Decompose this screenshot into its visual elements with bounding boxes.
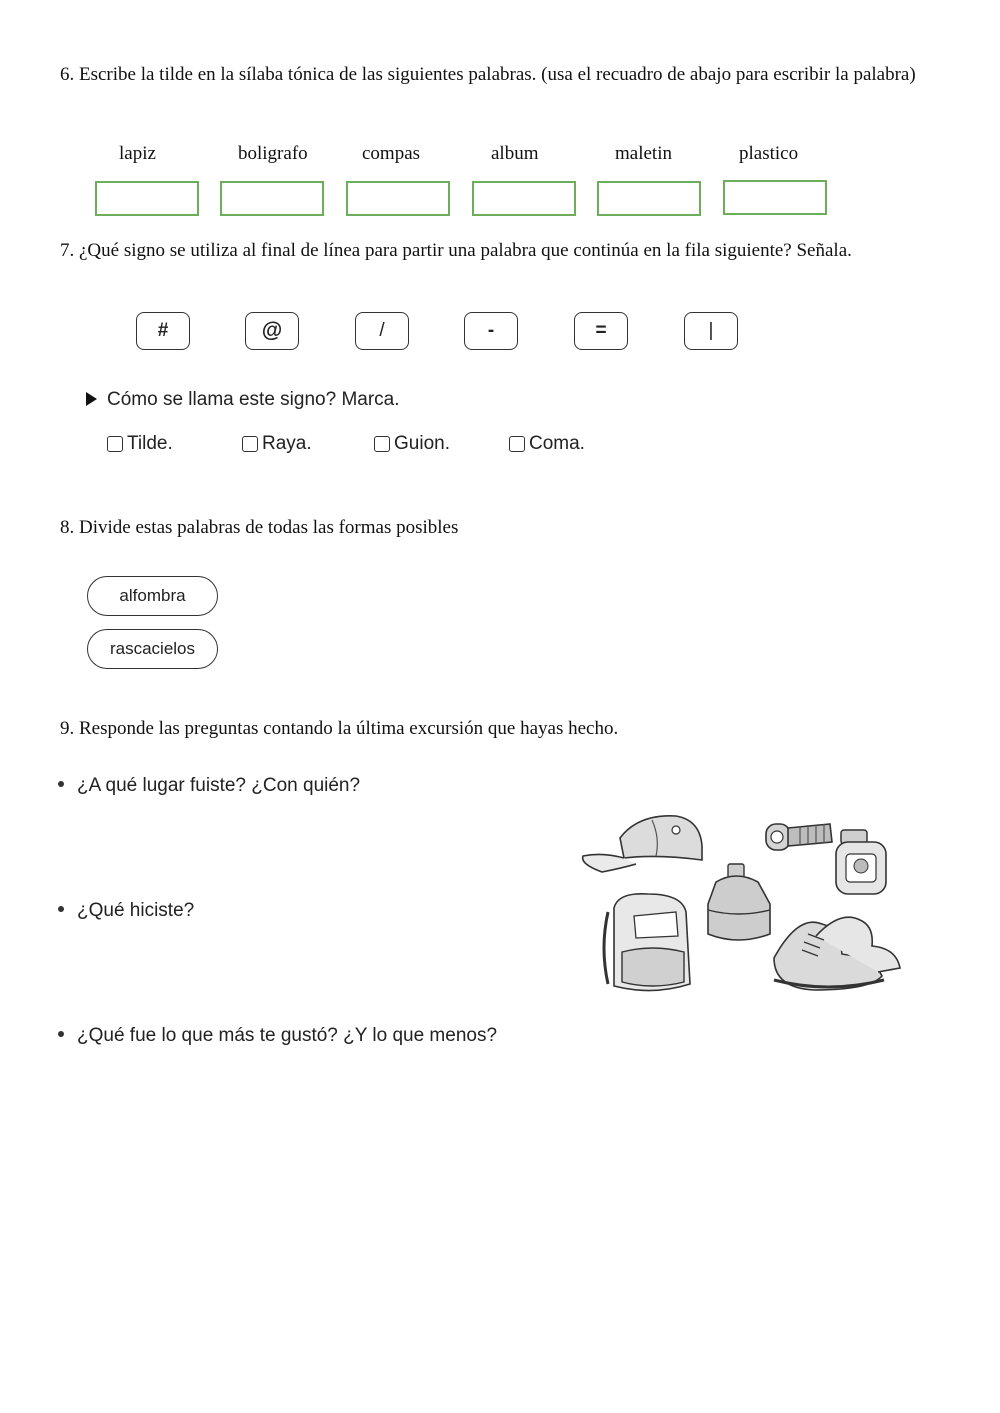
answer-line-2b[interactable]: [77, 976, 545, 998]
answer-box-maletin[interactable]: [597, 181, 701, 216]
q8-instruction: 8. Divide estas palabras de todas las formas posibles: [60, 517, 459, 538]
q9-question-1-text: ¿A qué lugar fuiste? ¿Con quién?: [77, 775, 361, 796]
option-tilde[interactable]: [107, 433, 173, 455]
answer-box-boligrafo[interactable]: [220, 181, 324, 216]
answer-line-3a[interactable]: [77, 1061, 888, 1083]
q7-question: 7. ¿Qué signo se utiliza al final de línea para partir una palabra que continúa en la fila siguiente? Señala.: [60, 240, 852, 261]
option-raya-label: Raya.: [262, 433, 312, 454]
q9-question-2: [58, 900, 194, 922]
q6-instruction: 6. Escribe la tilde en la sílaba tónica de las siguientes palabras. (usa el recuadro de abajo para escribir la palabra): [60, 64, 916, 85]
canteen-icon: [708, 864, 770, 940]
checkbox-icon[interactable]: [242, 436, 258, 452]
answer-line-1a[interactable]: [77, 811, 545, 833]
word-compas: compas: [362, 143, 421, 164]
word-maletin: maletin: [615, 143, 672, 164]
answer-line-1b[interactable]: [77, 851, 545, 873]
q9-question-2-text: ¿Qué hiciste?: [77, 900, 195, 921]
word-pill-rascacielos: rascacielos: [87, 629, 218, 669]
word-lapiz: lapiz: [119, 143, 156, 164]
answer-box-compas[interactable]: [346, 181, 450, 216]
answer-line-2a[interactable]: [77, 936, 545, 958]
checkbox-icon[interactable]: [509, 436, 525, 452]
answer-box-album[interactable]: [472, 181, 576, 216]
answer-box-lapiz[interactable]: [95, 181, 199, 216]
division-line-rascacielos[interactable]: [240, 646, 759, 668]
q7-sub-question: [86, 389, 400, 411]
q9-question-3: [58, 1025, 497, 1047]
bullet-dot-icon: [58, 906, 64, 912]
option-guion[interactable]: [374, 433, 450, 455]
sign-hash-button[interactable]: #: [136, 312, 190, 350]
option-tilde-label: Tilde.: [127, 433, 173, 454]
cap-icon: [583, 816, 702, 872]
sign-pipe-button[interactable]: |: [684, 312, 738, 350]
word-pill-alfombra: alfombra: [87, 576, 218, 616]
sign-slash-button[interactable]: /: [355, 312, 409, 350]
sign-at-button[interactable]: @: [245, 312, 299, 350]
bullet-dot-icon: [58, 781, 64, 787]
option-raya[interactable]: [242, 433, 312, 455]
sign-equals-button[interactable]: =: [574, 312, 628, 350]
q7-sub-question-text: Cómo se llama este signo? Marca.: [107, 389, 400, 410]
word-boligrafo: boligrafo: [238, 143, 308, 164]
backpack-icon: [604, 894, 690, 991]
answer-box-plastico[interactable]: [723, 180, 827, 215]
q9-instruction: 9. Responde las preguntas contando la última excursión que hayas hecho.: [60, 718, 619, 739]
word-album: album: [491, 143, 539, 164]
triangle-bullet-icon: [86, 392, 97, 406]
answer-line-3b[interactable]: [77, 1101, 888, 1123]
word-plastico: plastico: [739, 143, 799, 164]
flashlight-icon: [766, 824, 832, 850]
boots-icon: [774, 917, 900, 990]
checkbox-icon[interactable]: [107, 436, 123, 452]
q9-question-3-text: ¿Qué fue lo que más te gustó? ¿Y lo que menos?: [77, 1025, 498, 1046]
sunscreen-icon: [836, 830, 886, 894]
option-coma[interactable]: [509, 433, 585, 455]
q9-question-1: [58, 775, 360, 797]
bullet-dot-icon: [58, 1031, 64, 1037]
excursion-items-illustration: [578, 808, 908, 1000]
option-coma-label: Coma.: [529, 433, 585, 454]
checkbox-icon[interactable]: [374, 436, 390, 452]
sign-hyphen-button[interactable]: -: [464, 312, 518, 350]
option-guion-label: Guion.: [394, 433, 450, 454]
division-line-alfombra[interactable]: [240, 594, 759, 616]
